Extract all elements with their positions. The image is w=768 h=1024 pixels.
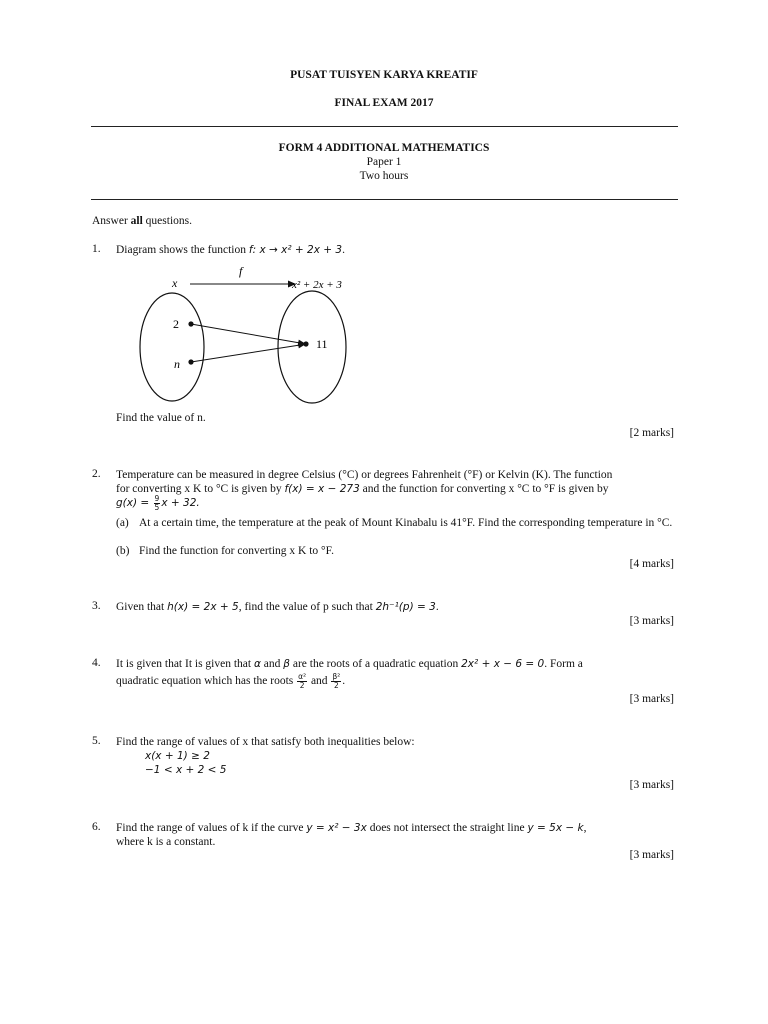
school-name: PUSAT TUISYEN KARYA KREATIF [290,69,478,81]
question-1-number: 1. [92,243,101,255]
question-5-number: 5. [92,735,101,747]
header-divider-bottom [91,199,678,200]
diagram-x-label: x [172,276,178,290]
question-4-marks: [3 marks] [629,693,674,705]
subject-title: FORM 4 ADDITIONAL MATHEMATICS [278,142,490,154]
question-4-line-1: It is given that It is given that α and β are the roots of a quadratic equation 2x² + x − 6 = 0. Form a [116,658,583,670]
question-2b: (b) Find the function for converting x K to °F. [116,545,335,557]
diagram-f-label: f [239,264,243,278]
function-arrow-diagram [120,258,360,408]
question-1-text: Diagram shows the function f: x → x² + 2x + 3. [116,244,345,256]
diagram-output-label: x² + 2x + 3 [292,279,342,291]
question-4-line-2: quadratic equation which has the roots $\frac{\text{α²}}{2}$ and $\frac{\text{β²}}{2}$ . [116,672,346,690]
exam-title: FINAL EXAM 2017 [334,97,434,109]
mapping-line-2 [191,324,300,343]
question-2-line-2: for converting x K to °C is given by f(x) = x − 273 and the function for converting x °C to °F is given by [116,483,609,495]
domain-element-2: 2 [173,317,179,331]
question-2-gx: g(x) = $\frac{9}{5}$ x + 32. [116,494,200,512]
fraction-beta-squared: $\frac{\text{β²}}{2}$ [332,672,341,690]
instruction: Answer all questions. [92,215,192,227]
question-6-line-2: where k is a constant. [116,836,216,848]
duration-label: Two hours [359,170,409,182]
question-6-line-1: Find the range of values of k if the curve y = x² − 3x does not intersect the straight line y = 5x − k, [116,822,587,834]
domain-set [140,293,204,401]
question-2a: (a) At a certain time, the temperature at the peak of Mount Kinabalu is 41°F. Find the corresponding temperature in °C. [116,517,673,529]
fraction-alpha-squared: $\frac{\text{α²}}{2}$ [298,672,307,690]
paper-label: Paper 1 [366,156,402,168]
question-5-marks: [3 marks] [629,779,674,791]
question-3-text: Given that h(x) = 2x + 5, find the value of p such that 2h⁻¹(p) = 3. [116,601,439,613]
question-5-inequality-2: −1 < x + 2 < 5 [145,764,227,776]
fraction-9-5: $\frac{9}{5}$ [154,494,160,512]
question-2-marks: [4 marks] [629,558,674,570]
header-divider-top [91,126,678,127]
question-5-text: Find the range of values of x that satisfy both inequalities below: [116,736,415,748]
codomain-element-11: 11 [316,337,328,351]
question-6-number: 6. [92,821,101,833]
question-2-line-1: Temperature can be measured in degree Celsius (°C) or degrees Fahrenheit (°F) or Kelvin (K). The function [116,469,613,481]
question-1-find: Find the value of n. [116,412,206,424]
question-2-number: 2. [92,468,101,480]
question-6-marks: [3 marks] [629,849,674,861]
mapping-line-n [191,345,300,362]
question-1-marks: [2 marks] [629,427,674,439]
question-5-inequality-1: x(x + 1) ≥ 2 [145,750,210,762]
question-3-marks: [3 marks] [629,615,674,627]
domain-element-n: n [174,357,180,371]
question-3-number: 3. [92,600,101,612]
question-4-number: 4. [92,657,101,669]
